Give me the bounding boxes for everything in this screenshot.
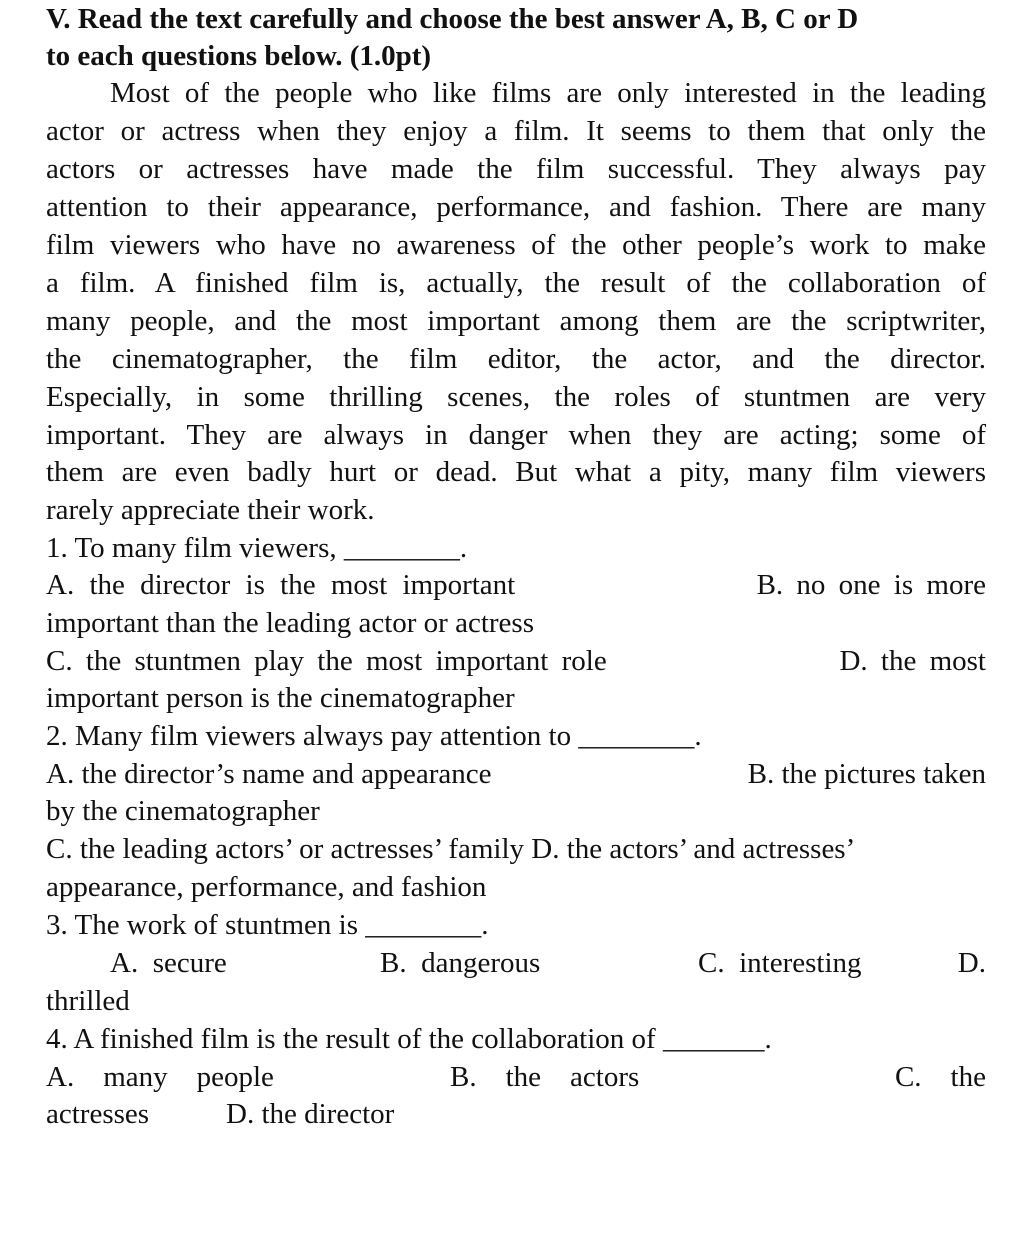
section-title-line-1: V. Read the text carefully and choose the best answer A, B, C or D — [46, 3, 859, 35]
passage-line: a film. A finished film is, actually, the result of the collaboration of — [46, 267, 986, 299]
option-row — [46, 566, 986, 604]
question-stem: 4. A finished film is the result of the collaboration of _______. — [46, 1023, 772, 1055]
option-c-and-d[interactable]: C. the leading actors’ or actresses’ family D. the actors’ and actresses’ — [46, 833, 856, 865]
option-d[interactable]: D. the most — [839, 645, 986, 677]
passage-line: Especially, in some thrilling scenes, the roles of stuntmen are very — [46, 381, 986, 413]
option-a[interactable]: A. many people — [46, 1061, 274, 1093]
passage-line: important. They are always in danger when they are acting; some of — [46, 419, 986, 451]
option-a[interactable]: A. the director is the most important — [46, 569, 516, 601]
option-c[interactable]: C. the stuntmen play the most important role — [46, 645, 607, 677]
question-stem: 3. The work of stuntmen is ________. — [46, 909, 489, 941]
section-title-line-2: to each questions below. (1.0pt) — [46, 40, 432, 72]
option-b[interactable]: B. the actors — [450, 1061, 640, 1093]
passage-line: them are even badly hurt or dead. But what a pity, many film viewers — [46, 456, 986, 488]
option-d[interactable]: D. the director — [226, 1098, 395, 1130]
option-d-continued: appearance, performance, and fashion — [46, 871, 487, 903]
passage-line: Most of the people who like films are only interested in the leading — [110, 77, 986, 109]
passage-line: attention to their appearance, performance, and fashion. There are many — [46, 191, 986, 223]
option-a[interactable]: A. the director’s name and appearance — [46, 758, 492, 790]
passage-line: the cinematographer, the film editor, the actor, and the director. — [46, 343, 986, 375]
option-row — [46, 1058, 986, 1096]
passage-line: actor or actress when they enjoy a film. It seems to them that only the — [46, 115, 986, 147]
option-row — [46, 1095, 986, 1133]
option-b-continued: by the cinematographer — [46, 795, 320, 827]
option-b[interactable]: B. the pictures taken — [747, 758, 986, 790]
option-d-continued: thrilled — [46, 985, 130, 1017]
option-row — [46, 755, 986, 793]
passage-line: actors or actresses have made the film successful. They always pay — [46, 153, 986, 185]
question-stem: 1. To many film viewers, ________. — [46, 532, 468, 564]
option-c-continued: actresses — [46, 1098, 150, 1130]
option-row — [46, 944, 986, 982]
option-b[interactable]: B. dangerous — [380, 947, 541, 979]
passage-line: film viewers who have no awareness of the other people’s work to make — [46, 229, 986, 261]
passage-line: many people, and the most important among them are the scriptwriter, — [46, 305, 986, 337]
option-c[interactable]: C. interesting — [698, 947, 862, 979]
option-c[interactable]: C. the — [894, 1061, 986, 1093]
option-b[interactable]: B. no one is more — [756, 569, 986, 601]
option-d[interactable]: D. — [957, 947, 986, 979]
option-d-continued: important person is the cinematographer — [46, 682, 515, 714]
option-a[interactable]: A. secure — [110, 947, 227, 979]
option-b-continued: important than the leading actor or actress — [46, 607, 534, 639]
passage-line: rarely appreciate their work. — [46, 494, 375, 526]
question-stem: 2. Many film viewers always pay attention to ________. — [46, 720, 702, 752]
option-row — [46, 642, 986, 680]
